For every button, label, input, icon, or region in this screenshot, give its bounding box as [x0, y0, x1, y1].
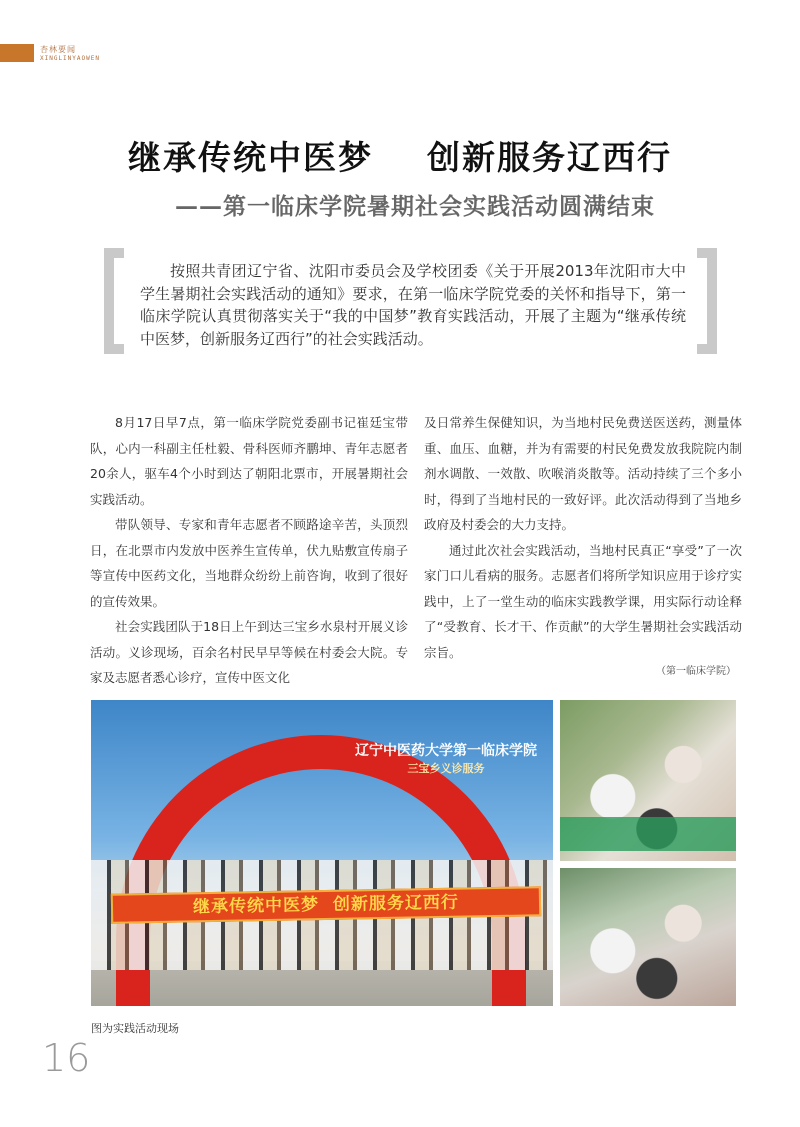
section-name: 杏林要闻: [40, 45, 76, 54]
paragraph: 带队领导、专家和青年志愿者不顾路途辛苦，头顶烈日，在北票市内发放中医养生宣传单，伏九贴敷宣传扇子等宣传中医药文化，当地群众纷纷上前咨询，收到了很好的宣传效果。: [90, 517, 408, 609]
body-column-right: [424, 410, 742, 665]
paragraph: 及日常养生保健知识，为当地村民免费送医送药，测量体重、血压、血糖，并为有需要的村民免费发放我院院内制剂水调散、一效散、吹喉消炎散等。活动持续了三个多小时，得到了当地村民的一致好评。此次活动得到了当地乡政府及村委会的大力支持。: [424, 415, 742, 532]
article-subtitle: ——第一临床学院暑期社会实践活动圆满结束: [175, 193, 655, 220]
arch-text: 辽宁中医药大学第一临床学院: [355, 743, 537, 759]
photo-clinic-consultation: [560, 700, 736, 861]
arch-subtext: 三宝乡义诊服务: [407, 762, 485, 775]
page-number: 16: [42, 1036, 91, 1080]
red-banner: 继承传统中医梦 创新服务辽西行: [111, 886, 541, 924]
doctor-and-patient: [560, 868, 736, 1006]
article-signature: （第一临床学院）: [656, 666, 736, 677]
right-bracket: [697, 248, 717, 354]
photo-blood-pressure-check: [560, 868, 736, 1006]
photo-caption: 图为实践活动现场: [91, 1022, 179, 1035]
paragraph: 社会实践团队于18日上午到达三宝乡水泉村开展义诊活动。义诊现场，百余名村民早早等候在村委会大院。专家及志愿者悉心诊疗，宣传中医文化: [90, 619, 408, 685]
left-bracket: [104, 248, 124, 354]
consultation-table: [560, 817, 736, 851]
photo-group-arch: [91, 700, 553, 1006]
article-title: 继承传统中医梦 创新服务辽西行: [128, 138, 672, 177]
body-column-left: [90, 410, 408, 691]
section-tab: [0, 44, 34, 62]
section-name-pinyin: XINGLINYAOWEN: [40, 55, 100, 62]
paragraph: 通过此次社会实践活动，当地村民真正“享受”了一次家门口儿看病的服务。志愿者们将所学知识应用于诊疗实践中，上了一堂生动的临床实践教学课，用实际行动诠释了“受教育、长才干、作贡献”的大学生暑期社会实践活动宗旨。: [424, 542, 742, 660]
paragraph: 8月17日早7点，第一临床学院党委副书记崔廷宝带队，心内一科副主任杜毅、骨科医师齐鹏坤、青年志愿者20余人，驱车4个小时到达了朝阳北票市，开展暑期社会实践活动。: [90, 415, 408, 507]
article-intro: 按照共青团辽宁省、沈阳市委员会及学校团委《关于开展2013年沈阳市大中学生暑期社会实践活动的通知》要求，在第一临床学院党委的关怀和指导下，第一临床学院认真贯彻落实关于“我的中国梦”教育实践活动，开展了主题为“继承传统中医梦，创新服务辽西行”的社会实践活动。: [140, 262, 686, 348]
